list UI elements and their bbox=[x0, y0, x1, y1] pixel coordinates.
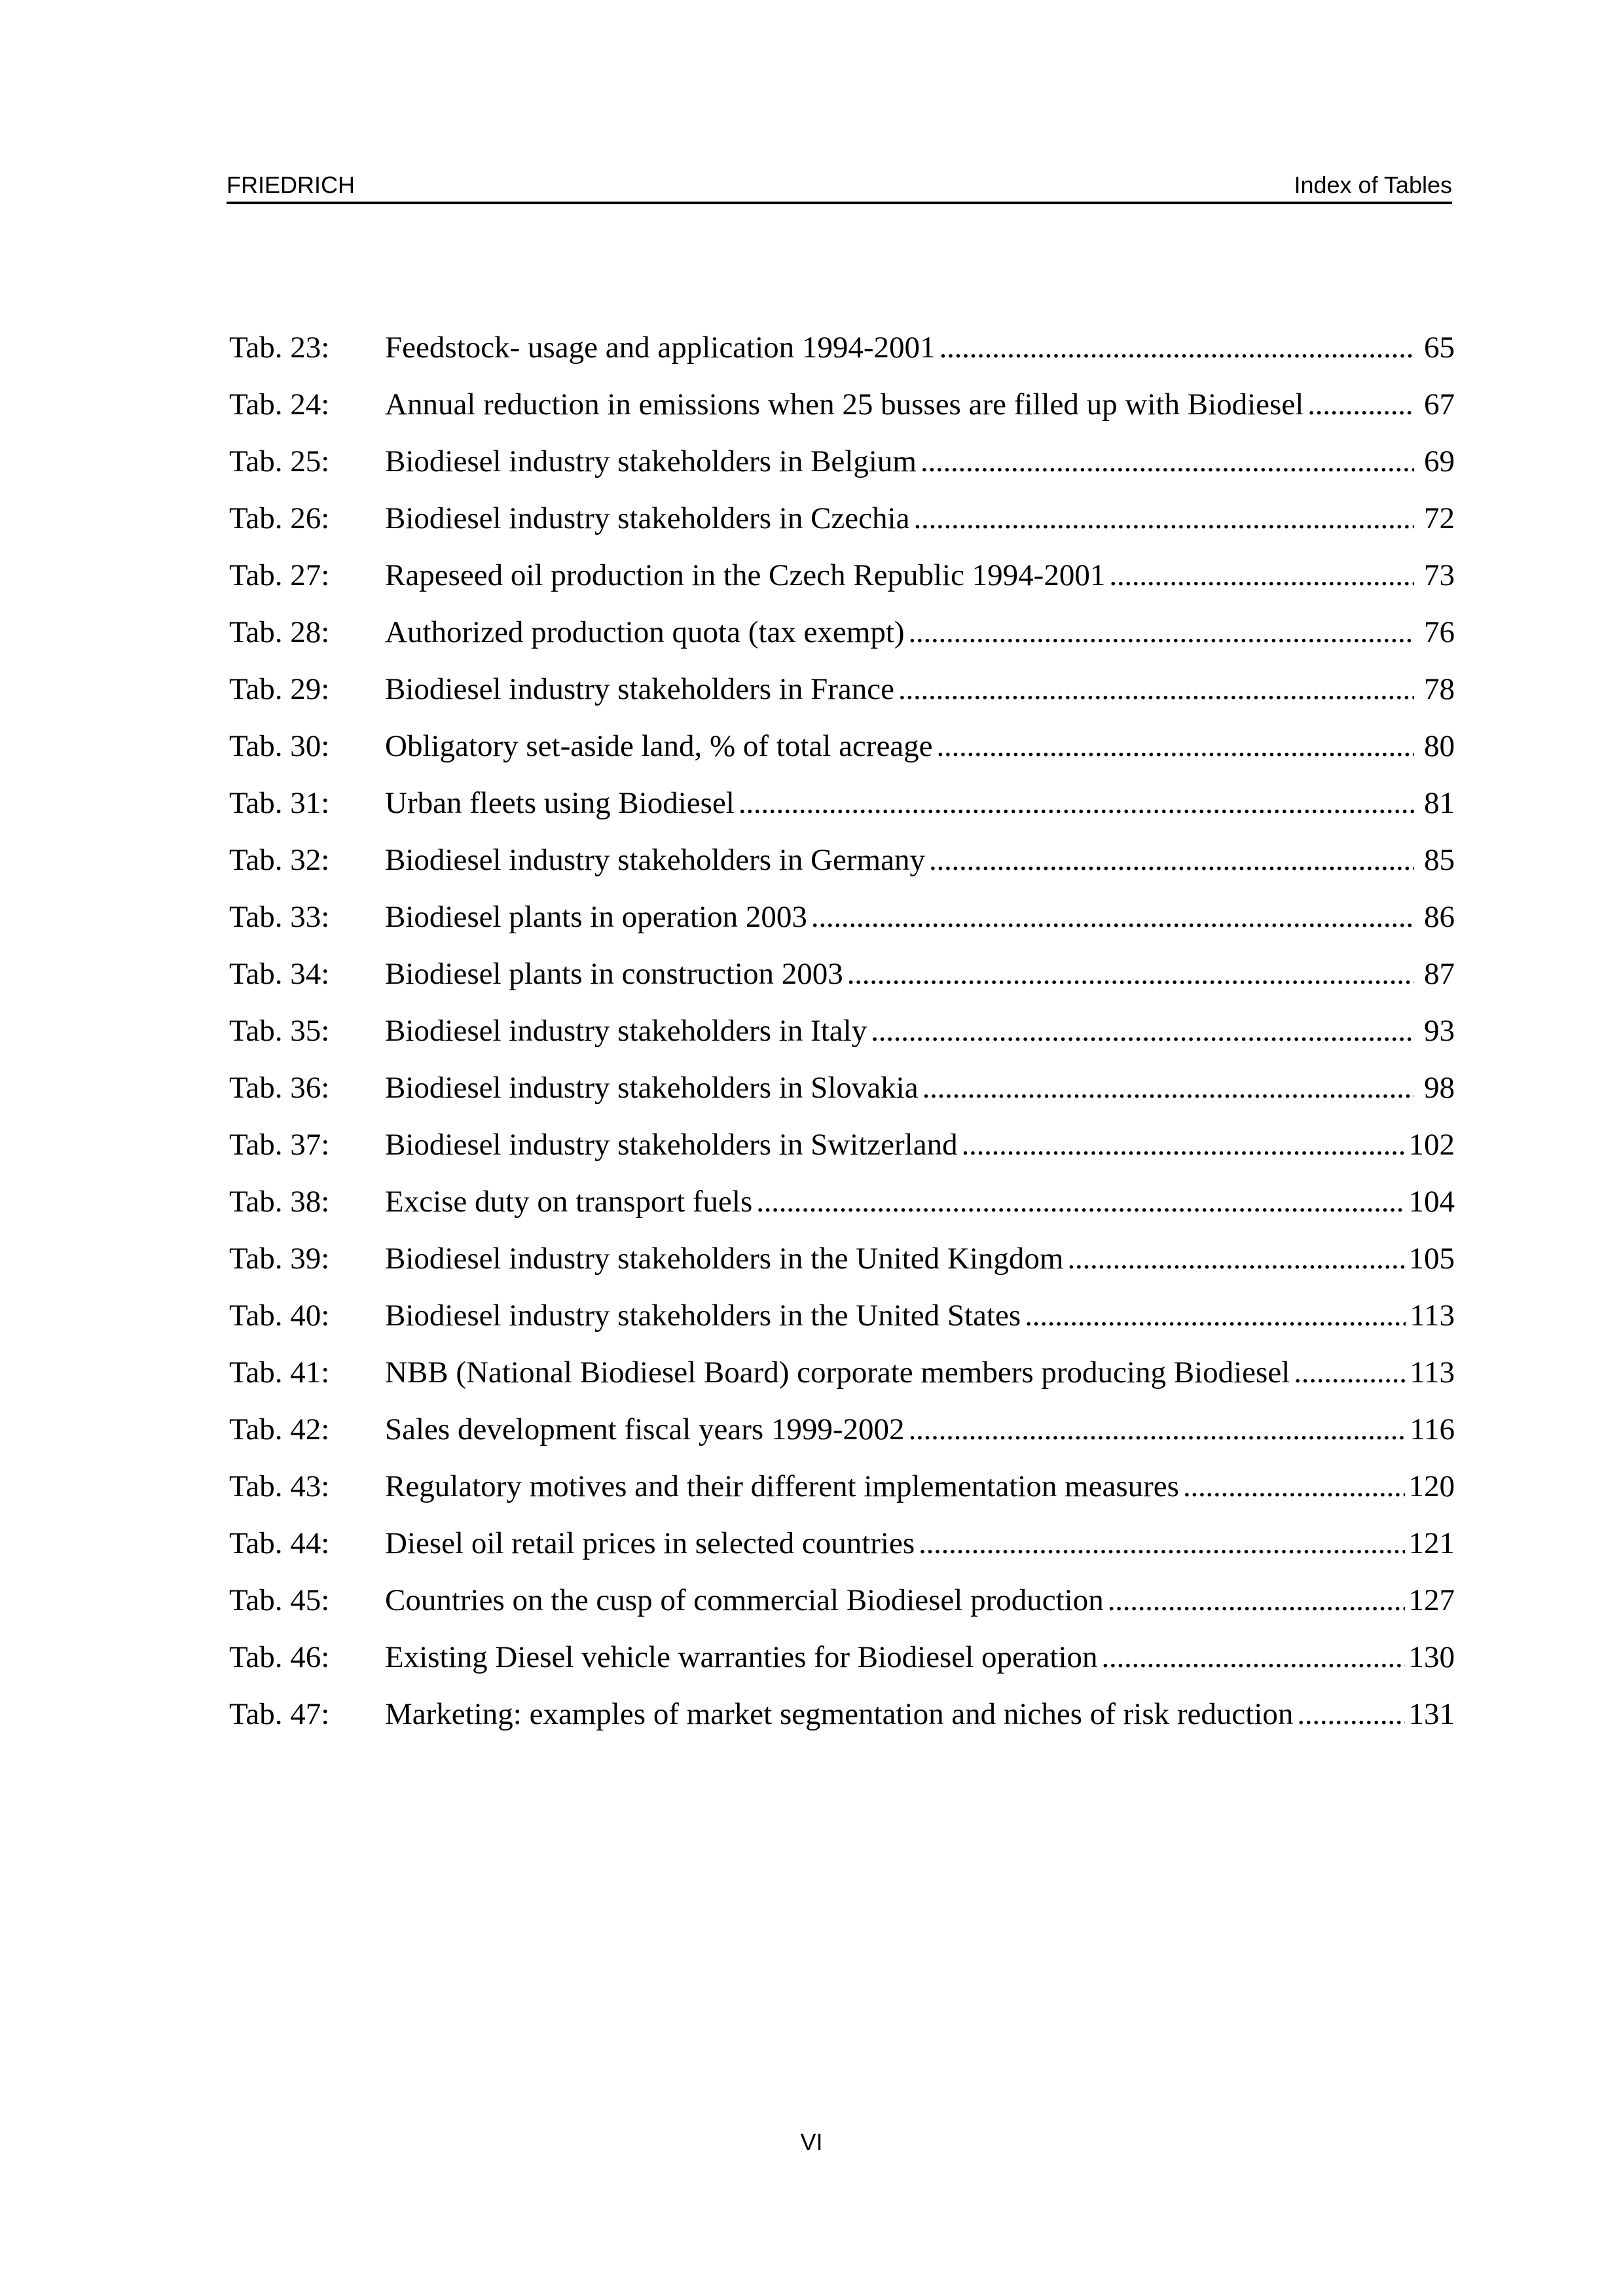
table-title-wrapper bbox=[385, 382, 1418, 427]
table-title: Sales development fiscal years 1999-2002 bbox=[385, 1412, 905, 1446]
page-ref: 127 bbox=[1408, 1583, 1455, 1617]
table-number: Tab. 36: bbox=[229, 1071, 330, 1105]
table-number: Tab. 45: bbox=[229, 1583, 330, 1617]
toc-entry[interactable] bbox=[229, 1634, 1455, 1691]
table-number: Tab. 25: bbox=[229, 444, 330, 478]
toc-entry[interactable] bbox=[229, 894, 1455, 951]
toc-entry[interactable] bbox=[229, 1008, 1455, 1065]
table-title-wrapper bbox=[385, 837, 1418, 883]
toc-entry[interactable] bbox=[229, 1065, 1455, 1122]
table-number: Tab. 28: bbox=[229, 615, 330, 649]
table-title-wrapper bbox=[385, 1122, 1409, 1168]
page-ref: 67 bbox=[1424, 387, 1455, 422]
toc-entry[interactable] bbox=[229, 382, 1455, 439]
table-number: Tab. 35: bbox=[229, 1014, 330, 1048]
table-number: Tab. 41: bbox=[229, 1355, 330, 1390]
dot-leader bbox=[898, 666, 1414, 712]
table-title-wrapper bbox=[385, 1293, 1410, 1338]
table-title: Biodiesel industry stakeholders in France bbox=[385, 672, 894, 706]
toc-entry[interactable] bbox=[229, 1350, 1455, 1407]
toc-entry[interactable] bbox=[229, 1236, 1455, 1293]
table-title: Authorized production quota (tax exempt) bbox=[385, 615, 905, 649]
table-title: Biodiesel industry stakeholders in the United Kingdom bbox=[385, 1242, 1064, 1276]
page-ref: 104 bbox=[1408, 1185, 1455, 1219]
toc-entry[interactable] bbox=[229, 1463, 1455, 1520]
page-ref: 113 bbox=[1410, 1355, 1455, 1390]
table-title: Existing Diesel vehicle warranties for Biodiesel operation bbox=[385, 1640, 1098, 1674]
table-title: Biodiesel plants in construction 2003 bbox=[385, 957, 843, 991]
dot-leader bbox=[1109, 552, 1414, 598]
page-ref: 76 bbox=[1424, 615, 1455, 649]
dot-leader bbox=[739, 780, 1414, 826]
table-number: Tab. 44: bbox=[229, 1526, 330, 1560]
page-ref: 120 bbox=[1408, 1469, 1455, 1503]
page-ref: 93 bbox=[1424, 1014, 1455, 1048]
toc-entry[interactable] bbox=[229, 780, 1455, 837]
table-number: Tab. 42: bbox=[229, 1412, 330, 1446]
dot-leader bbox=[909, 609, 1414, 655]
table-title-wrapper bbox=[385, 439, 1418, 484]
table-title-wrapper bbox=[385, 1463, 1409, 1509]
dot-leader bbox=[1025, 1293, 1406, 1338]
dot-leader bbox=[919, 1520, 1404, 1566]
table-title-wrapper bbox=[385, 666, 1418, 712]
table-number: Tab. 34: bbox=[229, 957, 330, 991]
toc-entry[interactable] bbox=[229, 951, 1455, 1008]
table-title: Urban fleets using Biodiesel bbox=[385, 786, 735, 820]
table-number: Tab. 38: bbox=[229, 1185, 330, 1219]
table-number: Tab. 27: bbox=[229, 558, 330, 592]
table-title: Biodiesel industry stakeholders in the United States bbox=[385, 1299, 1021, 1333]
toc-entry[interactable] bbox=[229, 1122, 1455, 1179]
table-title: Regulatory motives and their different implementation measures bbox=[385, 1469, 1179, 1503]
table-number: Tab. 43: bbox=[229, 1469, 330, 1503]
table-number: Tab. 37: bbox=[229, 1128, 330, 1162]
table-title: Biodiesel plants in operation 2003 bbox=[385, 900, 807, 934]
toc-entry[interactable] bbox=[229, 325, 1455, 382]
table-title-wrapper bbox=[385, 951, 1418, 997]
table-number: Tab. 40: bbox=[229, 1299, 330, 1333]
toc-entry[interactable] bbox=[229, 552, 1455, 609]
header-section-title: Index of Tables bbox=[1294, 171, 1452, 198]
dot-leader bbox=[962, 1122, 1405, 1168]
table-number: Tab. 30: bbox=[229, 729, 330, 763]
table-number: Tab. 32: bbox=[229, 843, 330, 877]
table-title-wrapper bbox=[385, 1691, 1409, 1737]
toc-entry[interactable] bbox=[229, 1407, 1455, 1463]
table-title-wrapper bbox=[385, 495, 1418, 541]
header-author: FRIEDRICH bbox=[227, 171, 355, 198]
dot-leader bbox=[1307, 382, 1414, 427]
page-ref: 116 bbox=[1410, 1412, 1455, 1446]
dot-leader bbox=[1102, 1634, 1405, 1680]
table-title: Annual reduction in emissions when 25 busses are filled up with Biodiesel bbox=[385, 387, 1304, 422]
index-of-tables-list bbox=[229, 325, 1455, 1748]
dot-leader bbox=[1183, 1463, 1405, 1509]
toc-entry[interactable] bbox=[229, 837, 1455, 894]
page-number: VI bbox=[800, 2128, 823, 2155]
table-title-wrapper bbox=[385, 1065, 1418, 1111]
page-ref: 73 bbox=[1424, 558, 1455, 592]
dot-leader bbox=[871, 1008, 1414, 1054]
dot-leader bbox=[756, 1179, 1404, 1225]
table-number: Tab. 33: bbox=[229, 900, 330, 934]
table-title-wrapper bbox=[385, 552, 1418, 598]
table-title-wrapper bbox=[385, 723, 1418, 769]
toc-entry[interactable] bbox=[229, 1691, 1455, 1748]
dot-leader bbox=[921, 439, 1414, 484]
page-ref: 85 bbox=[1424, 843, 1455, 877]
dot-leader bbox=[913, 495, 1414, 541]
page-ref: 80 bbox=[1424, 729, 1455, 763]
page-header bbox=[227, 169, 1452, 204]
table-title: Excise duty on transport fuels bbox=[385, 1185, 753, 1219]
page-ref: 121 bbox=[1408, 1526, 1455, 1560]
table-title-wrapper bbox=[385, 1236, 1409, 1282]
table-title: NBB (National Biodiesel Board) corporate members producing Biodiesel bbox=[385, 1355, 1290, 1390]
table-title: Biodiesel industry stakeholders in Italy bbox=[385, 1014, 867, 1048]
page-ref: 130 bbox=[1408, 1640, 1455, 1674]
toc-entry[interactable] bbox=[229, 666, 1455, 723]
table-title: Biodiesel industry stakeholders in Czechia bbox=[385, 501, 910, 535]
page-ref: 98 bbox=[1424, 1071, 1455, 1105]
toc-entry[interactable] bbox=[229, 439, 1455, 495]
table-number: Tab. 39: bbox=[229, 1242, 330, 1276]
table-title-wrapper bbox=[385, 1577, 1409, 1623]
page-ref: 131 bbox=[1408, 1697, 1455, 1731]
toc-entry[interactable] bbox=[229, 1520, 1455, 1577]
table-number: Tab. 47: bbox=[229, 1697, 330, 1731]
table-title-wrapper bbox=[385, 1008, 1418, 1054]
table-title-wrapper bbox=[385, 1634, 1409, 1680]
toc-entry[interactable] bbox=[229, 1293, 1455, 1350]
dot-leader bbox=[922, 1065, 1414, 1111]
table-title: Biodiesel industry stakeholders in Belgium bbox=[385, 444, 917, 478]
table-number: Tab. 46: bbox=[229, 1640, 330, 1674]
toc-entry[interactable] bbox=[229, 1179, 1455, 1236]
table-title-wrapper bbox=[385, 894, 1418, 940]
toc-entry[interactable] bbox=[229, 723, 1455, 780]
table-title: Rapeseed oil production in the Czech Republic 1994-2001 bbox=[385, 558, 1106, 592]
table-number: Tab. 29: bbox=[229, 672, 330, 706]
dot-leader bbox=[939, 325, 1414, 370]
table-title: Countries on the cusp of commercial Biodiesel production bbox=[385, 1583, 1104, 1617]
table-number: Tab. 31: bbox=[229, 786, 330, 820]
table-title: Biodiesel industry stakeholders in Switzerland bbox=[385, 1128, 958, 1162]
page-ref: 102 bbox=[1408, 1128, 1455, 1162]
table-title-wrapper bbox=[385, 609, 1418, 655]
page-ref: 86 bbox=[1424, 900, 1455, 934]
table-number: Tab. 26: bbox=[229, 501, 330, 535]
page-ref: 87 bbox=[1424, 957, 1455, 991]
table-title: Marketing: examples of market segmentation and niches of risk reduction bbox=[385, 1697, 1294, 1731]
page-ref: 72 bbox=[1424, 501, 1455, 535]
table-title-wrapper bbox=[385, 1350, 1410, 1395]
page-ref: 65 bbox=[1424, 331, 1455, 365]
page-ref: 78 bbox=[1424, 672, 1455, 706]
toc-entry[interactable] bbox=[229, 495, 1455, 552]
dot-leader bbox=[937, 723, 1414, 769]
dot-leader bbox=[1297, 1691, 1404, 1737]
table-title-wrapper bbox=[385, 780, 1418, 826]
table-title-wrapper bbox=[385, 1520, 1409, 1566]
page-ref: 81 bbox=[1424, 786, 1455, 820]
toc-entry[interactable] bbox=[229, 1577, 1455, 1634]
dot-leader bbox=[929, 837, 1414, 883]
dot-leader bbox=[811, 894, 1414, 940]
table-title: Diesel oil retail prices in selected countries bbox=[385, 1526, 915, 1560]
page-ref: 113 bbox=[1410, 1299, 1455, 1333]
page-ref: 105 bbox=[1408, 1242, 1455, 1276]
page-ref: 69 bbox=[1424, 444, 1455, 478]
table-title: Biodiesel industry stakeholders in Germany bbox=[385, 843, 925, 877]
table-title-wrapper bbox=[385, 1179, 1409, 1225]
dot-leader bbox=[1294, 1350, 1406, 1395]
dot-leader bbox=[1067, 1236, 1404, 1282]
table-title: Obligatory set-aside land, % of total acreage bbox=[385, 729, 933, 763]
table-title: Biodiesel industry stakeholders in Slovakia bbox=[385, 1071, 919, 1105]
table-title: Feedstock- usage and application 1994-2001 bbox=[385, 331, 936, 365]
dot-leader bbox=[847, 951, 1414, 997]
table-title-wrapper bbox=[385, 1407, 1410, 1452]
dot-leader bbox=[909, 1407, 1406, 1452]
table-number: Tab. 23: bbox=[229, 331, 330, 365]
dot-leader bbox=[1108, 1577, 1405, 1623]
table-title-wrapper bbox=[385, 325, 1418, 370]
toc-entry[interactable] bbox=[229, 609, 1455, 666]
table-number: Tab. 24: bbox=[229, 387, 330, 422]
